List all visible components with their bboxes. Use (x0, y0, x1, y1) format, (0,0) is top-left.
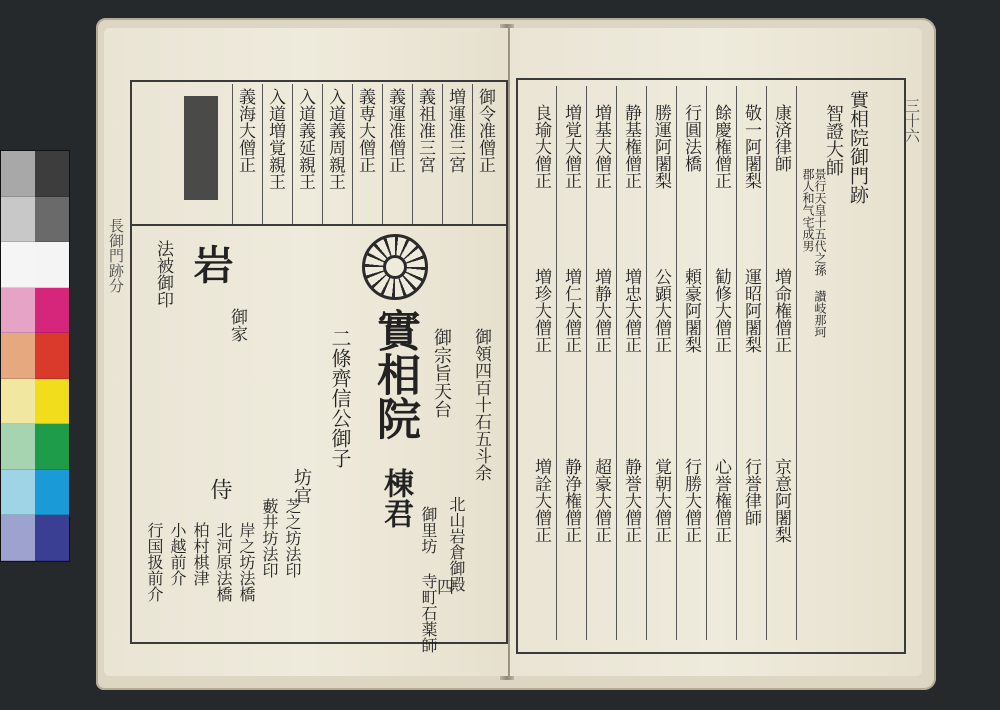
color-swatch (35, 470, 69, 516)
color-swatch (35, 515, 69, 561)
abbot-entry: 静誉大僧正 (621, 458, 641, 543)
abbot-entry: 勝運阿闍梨 (651, 104, 671, 189)
header-entry: 入道義周親王 (325, 88, 345, 190)
color-swatch (1, 242, 35, 288)
left-margin-title: 長御門跡分 (107, 218, 125, 293)
chrysanthemum-crest-icon (362, 234, 428, 300)
abbot-entry: 静浄権僧正 (561, 458, 581, 543)
officer-entry: 芝之坊法印 (283, 498, 302, 578)
header-column-rule (352, 84, 353, 224)
color-swatch (1, 470, 35, 516)
abbot-entry: 良瑜大僧正 (531, 104, 551, 189)
abbot-entry: 増珍大僧正 (531, 268, 551, 353)
header-entry: 御令准僧正 (475, 88, 495, 173)
abbot-entry: 増詮大僧正 (531, 458, 551, 543)
header-column-rule (442, 84, 443, 224)
satobo-office: 御里坊 寺町石薬師 (419, 506, 438, 653)
abbot-entry: 静基権僧正 (621, 104, 641, 189)
color-swatch (1, 197, 35, 243)
right-edge-mark: 三十六 (903, 98, 921, 143)
ink-block (184, 96, 218, 200)
column-rule (796, 86, 797, 640)
column-rule (706, 86, 707, 640)
abbot-entry: 心誉権僧正 (711, 458, 731, 543)
column-rule (736, 86, 737, 640)
color-swatch (35, 333, 69, 379)
header-entry: 入道義延親王 (295, 88, 315, 190)
abbot-entry: 覚朝大僧正 (651, 458, 671, 543)
header-column-rule (322, 84, 323, 224)
founder-note: 景行天皇十五代之孫 讃岐那珂郡人和气宅成男 (801, 168, 827, 338)
left-page (104, 28, 508, 676)
abbot-entry: 康済律師 (771, 104, 791, 172)
header-divider (130, 224, 506, 226)
color-swatch (1, 151, 35, 197)
header-column-rule (232, 84, 233, 224)
color-swatch (35, 242, 69, 288)
header-entry: 入道増覚親王 (265, 88, 285, 190)
color-swatch (35, 288, 69, 334)
right-page (510, 28, 922, 676)
header-column-rule (262, 84, 263, 224)
abbot-entry: 京意阿闍梨 (771, 458, 791, 543)
color-swatch (1, 333, 35, 379)
section-label: 御家 (227, 308, 247, 342)
color-swatch (35, 379, 69, 425)
rank-number: 四 (433, 578, 453, 595)
header-entry: 義専大僧正 (355, 88, 375, 173)
header-column-rule (472, 84, 473, 224)
lower-left-mark: 法被御印 (153, 240, 173, 308)
abbot-entry: 増基大僧正 (591, 104, 611, 189)
color-swatch (35, 424, 69, 470)
abbot-entry: 増仁大僧正 (561, 268, 581, 353)
role-bokan: 坊官 (291, 468, 312, 504)
color-swatch (1, 288, 35, 334)
header-column-rule (292, 84, 293, 224)
column-rule (646, 86, 647, 640)
officer-entry: 小越前介 (168, 522, 187, 586)
abbot-entry: 増静大僧正 (591, 268, 611, 353)
abbot-entry: 増忠大僧正 (621, 268, 641, 353)
color-swatch (1, 379, 35, 425)
header-entry: 義海大僧正 (235, 88, 255, 173)
color-calibration-chart (0, 150, 70, 562)
abbot-entry: 勧修大僧正 (711, 268, 731, 353)
header-column-rule (382, 84, 383, 224)
officer-entry: 行国扱前介 (145, 522, 164, 602)
officer-entry: 岸之坊法橋 (237, 522, 256, 602)
abbot-entry: 運昭阿闍梨 (741, 268, 761, 353)
residence: 北山岩倉御殿 (447, 496, 466, 592)
role-samurai: 侍 (207, 478, 232, 500)
abbot-entry: 増命権僧正 (771, 268, 791, 353)
lineage-note: 二條齊信公御子 (328, 328, 352, 468)
column-rule (586, 86, 587, 640)
officer-entry: 北河原法橋 (214, 522, 233, 602)
color-swatch (35, 151, 69, 197)
rank-title: 棟君 (378, 468, 413, 528)
officer-entry: 柏村棋津 (191, 522, 210, 586)
fief-amount: 御領四百十石五斗余 (471, 328, 491, 481)
header-entry: 義運准僧正 (385, 88, 405, 173)
abbot-entry: 敬一阿闍梨 (741, 104, 761, 189)
column-rule (616, 86, 617, 640)
abbot-entry: 行誉律師 (741, 458, 761, 526)
founder-name: 智證大師 (823, 104, 844, 176)
column-rule (556, 86, 557, 640)
abbot-entry: 餘慶権僧正 (711, 104, 731, 189)
abbot-entry: 公顕大僧正 (651, 268, 671, 353)
temple-name: 實相院 (369, 308, 420, 440)
officer-entry: 藪井坊法印 (260, 498, 279, 578)
color-swatch (1, 424, 35, 470)
temple-lineage-title: 實相院御門跡 (847, 90, 869, 204)
abbot-entry: 頼豪阿闍梨 (681, 268, 701, 353)
header-column-rule (412, 84, 413, 224)
color-swatch (35, 197, 69, 243)
abbot-entry: 超豪大僧正 (591, 458, 611, 543)
column-rule (676, 86, 677, 640)
abbot-entry: 行勝大僧正 (681, 458, 701, 543)
column-rule (766, 86, 767, 640)
abbot-entry: 行圓法橋 (681, 104, 701, 172)
sect-label: 御宗旨天台 (431, 328, 452, 418)
open-book (96, 18, 936, 690)
header-entry: 義祖准三宮 (415, 88, 435, 173)
seal-character: 岩 (187, 244, 234, 284)
abbot-entry: 増覚大僧正 (561, 104, 581, 189)
header-entry: 増運准三宮 (445, 88, 465, 173)
color-swatch (1, 515, 35, 561)
